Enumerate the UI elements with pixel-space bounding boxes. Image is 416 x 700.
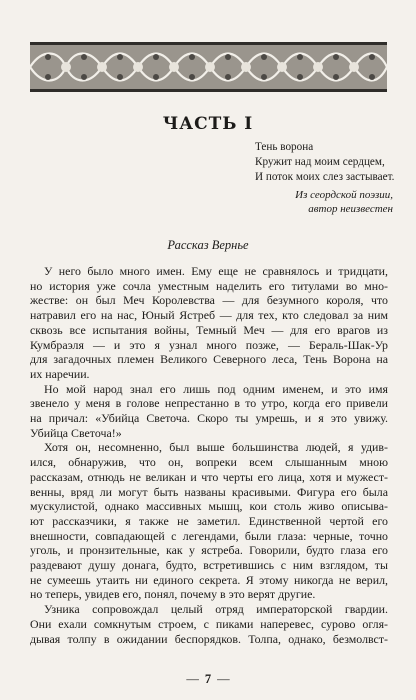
body-line: но теперь, увидев его, понял, почему в это верят другие. [30, 587, 316, 602]
body-line: Узника сопровождал целый отряд императорской гвардии. [44, 602, 388, 617]
epigraph-source [255, 188, 395, 216]
page-number-value: 7 [204, 672, 212, 686]
part-title: ЧАСТЬ I [162, 114, 254, 134]
body-line: Но мой народ знал его лишь под одним именем, и это имя [44, 381, 388, 396]
ornament-pattern [30, 45, 387, 89]
body-line: Они ехали сомкнутым строем, с пиками наперевес, сурово огля- [30, 616, 388, 631]
body-text [30, 264, 388, 646]
epigraph-line: Тень ворона [255, 141, 314, 153]
body-line: жестве: он был Меч Королевства — для безумного короля, что [30, 293, 388, 308]
body-line: венны, вряд ли могут быть названы красивыми. Фигура его была [30, 484, 388, 499]
body-line: ился, обнаружив, что он, вопреки всем слышанным мною [30, 455, 388, 470]
body-line: Убийца Светоча!» [30, 425, 122, 440]
body-line: рассказам, отнюдь не великан и что черты его лица, хотя и мужест- [30, 469, 388, 484]
epigraph-line: Кружит над моим сердцем, [255, 156, 385, 168]
section-title: Рассказ Вернье [167, 238, 249, 252]
epigraph-source-line: автор неизвестен [308, 203, 393, 215]
page-number-dash: — [186, 672, 199, 686]
body-line: не сумеешь утаить ни единого секрета. Я этому никогда не верил, [30, 572, 388, 587]
body-line: Кумбраэля — и это я узнал много позже, — Бераль-Шак-Ур [30, 337, 388, 352]
epigraph [255, 140, 395, 216]
epigraph-source-line: Из сеордской поэзии, [295, 189, 393, 201]
epigraph-line: И поток моих слез застывает. [255, 171, 395, 183]
body-line: сквозь все испытания войны, Темный Меч — для его врагов из [30, 322, 388, 337]
body-line: звенело у меня в голове непрестанно в то утро, когда его привели [30, 396, 388, 411]
page-number-dash: — [217, 672, 230, 686]
body-line: раздевают душу донага, будто, встретившись с ним взглядом, ты [30, 558, 388, 573]
page-number [0, 672, 416, 687]
body-line: мускулистой, однако массивных мышц, кои столь живо описыва- [30, 499, 388, 514]
body-line: их наречии. [30, 366, 90, 381]
body-line: уголь, и пронзительные, как у ястреба. Говорили, будто глаза его [30, 543, 388, 558]
body-line: дывая толпу в ожидании беспорядков. Толпа, однако, безмолвст- [30, 631, 388, 646]
body-line: натравил его на нас, Юный Ястреб — для тех, кто следовал за ним [30, 308, 388, 323]
body-line: У него было много имен. Ему еще не сравнялось и тридцати, [44, 264, 388, 278]
body-line: Хотя он, несомненно, был выше большинства людей, я удив- [44, 440, 388, 455]
body-line: внешности, совпадающей с легендами, были глаза: черные, точно [30, 528, 388, 543]
header-ornament [30, 42, 387, 92]
body-line: ют рассказчики, я также не заметил. Единственной чертой его [30, 513, 388, 528]
body-line: на причал: «Убийца Светоча. Скоро ты умрешь, и я это увижу. [30, 411, 388, 426]
body-line: но история уже сочла уместным наделить его титулами во мно- [30, 278, 388, 293]
body-line: для загадочных племен Великого Северного леса, Тень Ворона на [30, 352, 388, 367]
